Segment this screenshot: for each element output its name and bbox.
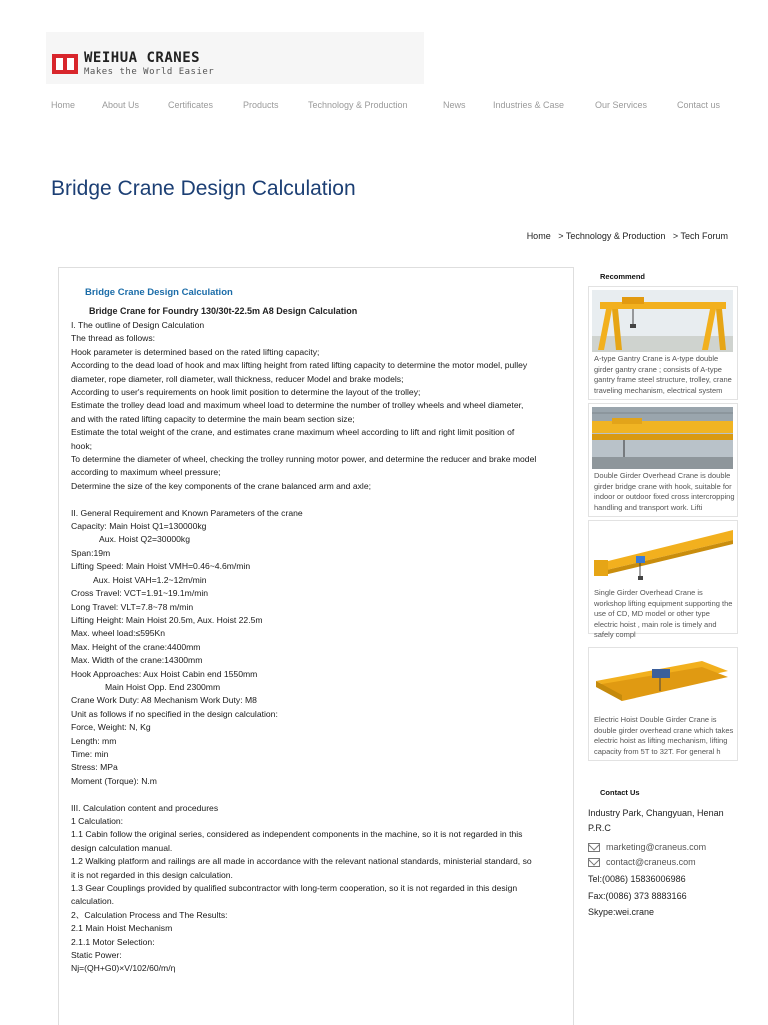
article-line: According to user's requirements on hook limit position to determine the layout of the trolley;	[71, 387, 421, 398]
nav-products[interactable]: Products	[243, 100, 279, 110]
article-line: Nj=(QH+G0)×V/102/60/m/η	[71, 963, 176, 974]
recommend-card-single-girder[interactable]	[588, 520, 738, 639]
envelope-icon	[588, 858, 600, 867]
recommend-caption: A-type Gantry Crane is A-type double girder gantry crane ; consists of A-type gantry frame steel structure, trolley, crane traveling mechanism, electrical system	[594, 354, 732, 395]
article-line: Max. Width of the crane:14300mm	[71, 655, 203, 666]
recommend-caption: Single Girder Overhead Crane is workshop lifting equipment supporting the use of CD, MD model or other type electric hoist , main role is timely and safely compl	[594, 588, 733, 639]
envelope-icon	[588, 843, 600, 852]
article-line: it is not regarded in this design calculation.	[71, 869, 233, 880]
article-line: calculation.	[71, 896, 114, 907]
email-link[interactable]: contact@craneus.com	[606, 857, 696, 867]
nav-industries-case[interactable]: Industries & Case	[493, 100, 565, 110]
main-nav	[0, 100, 768, 116]
nav-home[interactable]: Home	[51, 100, 76, 110]
article-line: Determine the size of the key components of the crane balanced arm and axle;	[71, 480, 371, 491]
article-line: Moment (Torque): N.m	[71, 775, 157, 786]
article-line: 2.1.1 Motor Selection:	[71, 936, 155, 947]
article-line: III. Calculation content and procedures	[71, 802, 219, 813]
article-line: Span:19m	[71, 547, 111, 558]
contact-fax: Fax:(0086) 373 8883166	[588, 891, 687, 901]
breadcrumb-home[interactable]: Home	[526, 231, 551, 241]
article-line: Max. Height of the crane:4400mm	[71, 641, 201, 652]
page-title: Bridge Crane Design Calculation	[51, 177, 356, 200]
recommend-heading: Recommend	[600, 272, 646, 281]
logo[interactable]	[46, 32, 424, 84]
brand-name: WEIHUA CRANES	[84, 50, 201, 66]
article-line: Cross Travel: VCT=1.91~19.1m/min	[71, 588, 209, 599]
article-line: 1.2 Walking platform and railings are all made in accordance with the relevant national standards, ministerial standard, so	[71, 856, 532, 867]
contact-address-line1: Industry Park, Changyuan, Henan	[588, 808, 724, 818]
contact-tel: Tel:(0086) 15836006986	[588, 874, 686, 884]
breadcrumb	[522, 231, 728, 241]
contact-heading: Contact Us	[600, 788, 640, 797]
article-line: 1.1 Cabin follow the original series, considered as independent components in the machine, so it is not regarded in this	[71, 829, 523, 840]
contact-email-marketing[interactable]	[588, 842, 706, 852]
single-girder-crane-image[interactable]	[592, 524, 733, 586]
contact-address-line2: P.R.C	[588, 823, 611, 833]
gantry-crane-image[interactable]	[592, 290, 733, 352]
recommend-card-double-girder[interactable]	[588, 403, 738, 517]
article-panel	[58, 267, 574, 1025]
article-line: diameter, rope diameter, roll diameter, wall thickness, reducer Model and brake models;	[71, 373, 404, 384]
article-line: Static Power:	[71, 950, 122, 961]
electric-hoist-crane-image[interactable]	[592, 651, 733, 713]
article-line: design calculation manual.	[71, 842, 173, 853]
contact-email-contact[interactable]	[588, 857, 696, 867]
article-line: According to the dead load of hook and max lifting height from rated lifting capacity to determine the motor model, pulley	[71, 360, 528, 371]
paragraph-spacer	[71, 788, 567, 801]
article-line: Long Travel: VLT=7.8~78 m/min	[71, 601, 194, 612]
recommend-caption: Double Girder Overhead Crane is double girder bridge crane with hook, suitable for indoor or outdoor fixed cross intercropping handling and transport work. Lifti	[594, 471, 735, 512]
contact-skype: Skype:wei.crane	[588, 907, 655, 917]
article-line: Lifting Speed: Main Hoist VMH=0.46~4.6m/min	[71, 561, 251, 572]
article-line: Length: mm	[71, 735, 117, 746]
article-line: according to maximum wheel pressure;	[71, 467, 221, 478]
article-line: Force, Weight: N, Kg	[71, 722, 151, 733]
article-line: Aux. Hoist VAH=1.2~12m/min	[93, 574, 207, 585]
article-line: hook;	[71, 440, 93, 451]
article-line: 2.1 Main Hoist Mechanism	[71, 923, 173, 934]
article-line: 2、Calculation Process and The Results:	[71, 909, 228, 920]
article-title: Bridge Crane Design Calculation	[85, 287, 233, 298]
article-line: Time: min	[71, 748, 109, 759]
article-line: To determine the diameter of wheel, checking the trolley running motor power, and determine the reducer and brake model	[71, 454, 537, 465]
recommend-caption: Electric Hoist Double Girder Crane is double girder overhead crane which takes electric hoist as lifting mechanism, lifting capacity from 5T to 32T. For general h	[594, 715, 734, 756]
article-line: Max. wheel load:≤595Kn	[71, 628, 166, 639]
article-line: Main Hoist Opp. End 2300mm	[105, 681, 221, 692]
contact-address	[588, 806, 738, 836]
article-line: I. The outline of Design Calculation	[71, 320, 205, 330]
article-body	[71, 319, 567, 976]
nav-news[interactable]: News	[443, 100, 466, 110]
breadcrumb-technology-production[interactable]: > Technology & Production	[558, 231, 666, 241]
article-line: II. General Requirement and Known Parameters of the crane	[71, 507, 303, 518]
article-line: Capacity: Main Hoist Q1=130000kg	[71, 521, 207, 532]
email-link[interactable]: marketing@craneus.com	[606, 842, 707, 852]
article-line: Stress: MPa	[71, 762, 118, 773]
article-line: Hook Approaches: Aux Hoist Cabin end 1550mm	[71, 668, 258, 679]
article-line: Unit as follows if no specified in the design calculation:	[71, 708, 278, 719]
nav-certificates[interactable]: Certificates	[168, 100, 214, 110]
article-line: Estimate the trolley dead load and maximum wheel load to determine the number of trolley wheels and wheel diameter,	[71, 400, 524, 411]
article-line: 1 Calculation:	[71, 816, 124, 826]
article-line: The thread as follows:	[71, 333, 156, 344]
article-line: Aux. Hoist Q2=30000kg	[99, 534, 191, 545]
article-line: 1.3 Gear Couplings provided by qualified subcontractor with long-term cooperation, so it is not regarded in this design	[71, 883, 518, 894]
nav-our-services[interactable]: Our Services	[595, 100, 648, 110]
brand-tagline: Makes the World Easier	[84, 67, 215, 77]
breadcrumb-tech-forum[interactable]: > Tech Forum	[672, 231, 728, 241]
article-line: Crane Work Duty: A8 Mechanism Work Duty: M8	[71, 695, 257, 706]
weihua-logo-icon	[52, 54, 78, 74]
article-line: and with the rated lifting capacity to determine the main beam section size;	[71, 413, 355, 424]
article-subtitle: Bridge Crane for Foundry 130/30t-22.5m A8 Design Calculation	[89, 306, 358, 316]
recommend-card-electric-hoist[interactable]	[588, 647, 738, 761]
article-line: Estimate the total weight of the crane, and estimates crane maximum wheel according to lift and right limit position of	[71, 427, 515, 438]
article-line: Lifting Height: Main Hoist 20.5m, Aux. Hoist 22.5m	[71, 614, 263, 625]
nav-technology-production[interactable]: Technology & Production	[308, 100, 408, 110]
article-line: Hook parameter is determined based on the rated lifting capacity;	[71, 346, 320, 357]
nav-about-us[interactable]: About Us	[102, 100, 140, 110]
nav-contact-us[interactable]: Contact us	[677, 100, 721, 110]
recommend-card-a-type-gantry[interactable]	[588, 286, 738, 400]
double-girder-crane-image[interactable]	[592, 407, 733, 469]
paragraph-spacer	[71, 493, 567, 506]
